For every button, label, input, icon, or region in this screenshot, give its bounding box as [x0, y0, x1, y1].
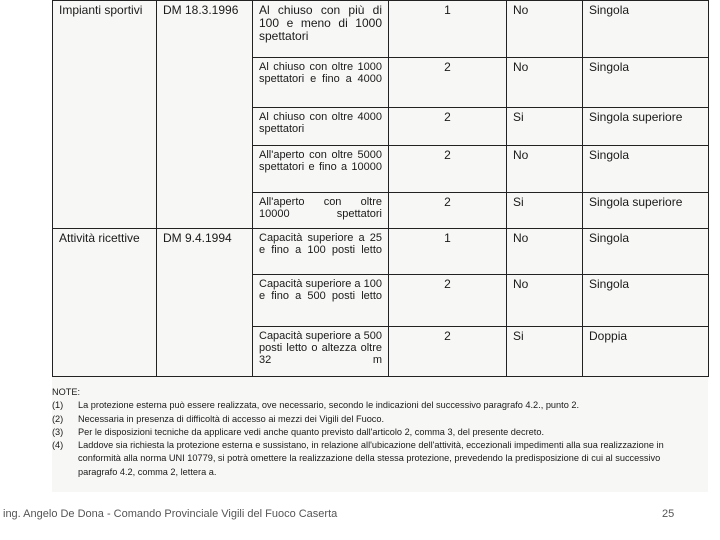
count-cell: 1 [389, 229, 507, 275]
type-cell: Singola [583, 146, 709, 193]
note-item [52, 439, 692, 479]
norm-cell: DM 18.3.1996 [157, 1, 253, 229]
count-cell: 1 [389, 1, 507, 58]
description-cell: Al chiuso con più di 100 e meno di 1000 spettatori [253, 1, 389, 58]
count-cell: 2 [389, 108, 507, 146]
type-cell: Singola [583, 275, 709, 327]
yes-no-cell: Si [507, 327, 583, 377]
description-cell: All'aperto con oltre 5000 spettatori e fino a 10000 [253, 146, 389, 193]
description-cell: Capacità superiore a 25 e fino a 100 posti letto [253, 229, 389, 275]
yes-no-cell: Si [507, 193, 583, 229]
note-number: (2) [52, 413, 64, 424]
type-cell: Singola superiore [583, 193, 709, 229]
count-cell: 2 [389, 58, 507, 108]
note-text: Laddove sia richiesta la protezione esterna e sussistano, in relazione all'ubicazione dell'attività, eccezionali impedimenti alla sua realizzazione in conformità alla norma UNI 10779, si potrà omettere la realizzazione della stessa protezione, prevedendo la predisposizione di cui al successivo paragrafo 4.2, comma 2, lettera a. [78, 440, 664, 477]
count-cell: 2 [389, 193, 507, 229]
table-row [53, 1, 709, 58]
note-item [52, 413, 692, 426]
yes-no-cell: No [507, 275, 583, 327]
note-text: Per le disposizioni tecniche da applicare vedi anche quanto previsto dall'articolo 2, comma 3, del presente decreto. [78, 426, 544, 437]
yes-no-cell: No [507, 58, 583, 108]
note-text: La protezione esterna può essere realizzata, ove necessario, secondo le indicazioni del successivo paragrafo 4.2., punto 2. [78, 400, 580, 411]
yes-no-cell: No [507, 1, 583, 58]
norm-cell: DM 9.4.1994 [157, 229, 253, 377]
note-number: (3) [52, 426, 64, 437]
yes-no-cell: Si [507, 108, 583, 146]
type-cell: Doppia [583, 327, 709, 377]
table-row [53, 229, 709, 275]
yes-no-cell: No [507, 229, 583, 275]
type-cell: Singola [583, 1, 709, 58]
note-number: (1) [52, 400, 64, 411]
description-cell: Al chiuso con oltre 1000 spettatori e fino a 4000 [253, 58, 389, 108]
type-cell: Singola [583, 229, 709, 275]
note-number: (4) [52, 440, 64, 451]
footer-author: ing. Angelo De Dona - Comando Provinciale Vigili del Fuoco Caserta [3, 508, 338, 520]
description-cell: Al chiuso con oltre 4000 spettatori [253, 108, 389, 146]
count-cell: 2 [389, 275, 507, 327]
notes-title: NOTE: [52, 387, 81, 397]
requirements-table [52, 0, 709, 377]
type-cell: Singola superiore [583, 108, 709, 146]
description-cell: Capacità superiore a 100 e fino a 500 posti letto [253, 275, 389, 327]
count-cell: 2 [389, 327, 507, 377]
category-cell: Attività ricettive [53, 229, 157, 377]
count-cell: 2 [389, 146, 507, 193]
note-item [52, 426, 692, 439]
description-cell: Capacità superiore a 500 posti letto o altezza oltre 32 m [253, 327, 389, 377]
type-cell: Singola [583, 58, 709, 108]
page-number: 25 [662, 508, 675, 520]
yes-no-cell: No [507, 146, 583, 193]
description-cell: All'aperto con oltre 10000 spettatori [253, 193, 389, 229]
note-text: Necessaria in presenza di difficoltà di accesso ai mezzi dei Vigili del Fuoco. [78, 413, 385, 424]
notes-section [52, 386, 692, 479]
category-cell: Impianti sportivi [53, 1, 157, 229]
note-item [52, 399, 692, 412]
